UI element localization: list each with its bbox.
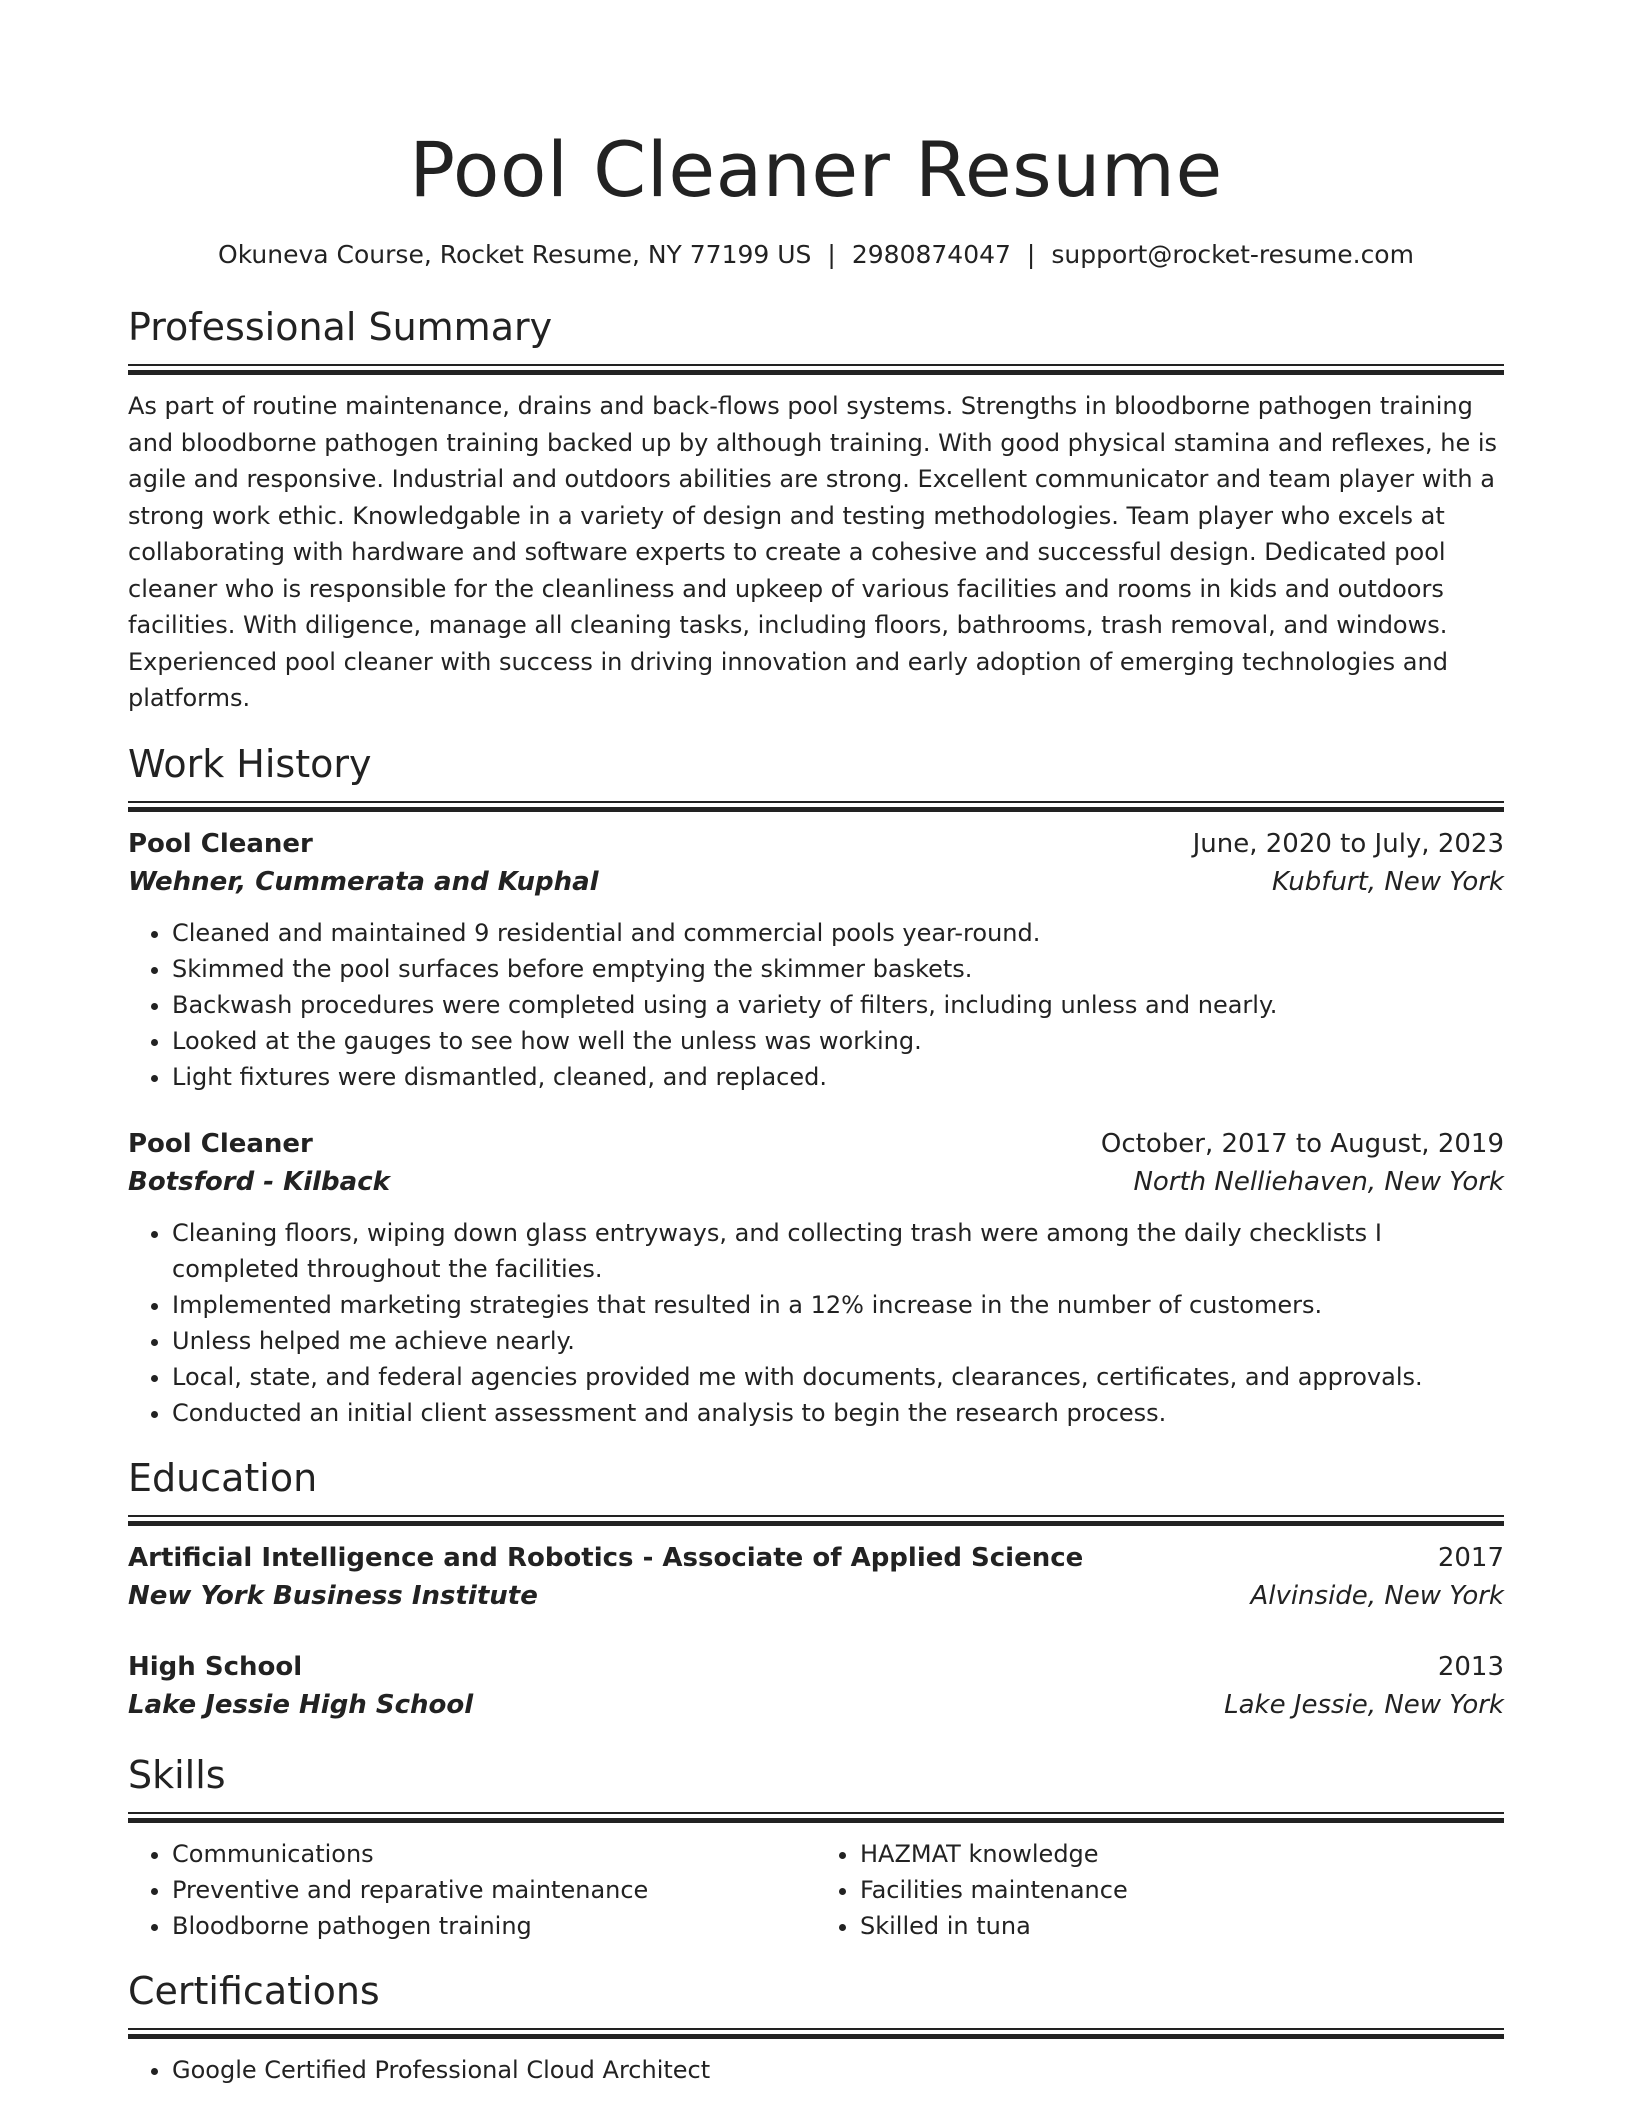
list-item: • HAZMAT knowledge	[860, 1836, 1504, 1872]
education-degree: Artificial Intelligence and Robotics - Associate of Applied Science	[128, 1542, 1084, 1573]
job-company: Botsford - Kilback	[128, 1166, 390, 1197]
education-header-row	[128, 1539, 1504, 1577]
certifications-section	[128, 1966, 1504, 2088]
job-entry	[128, 1125, 1504, 1431]
section-divider	[128, 801, 1504, 811]
education-entry	[128, 1648, 1504, 1724]
list-item: • Google Certified Professional Cloud Architect	[172, 2052, 1504, 2088]
education-year: 2017	[1437, 1542, 1504, 1573]
education-location: Alvinside, New York	[1250, 1580, 1504, 1611]
section-divider	[128, 1515, 1504, 1525]
list-item: • Skilled in tuna	[860, 1908, 1504, 1944]
job-bullets	[128, 1215, 1504, 1431]
job-company-row	[128, 863, 1504, 901]
job-bullets	[128, 915, 1504, 1095]
work-history-section	[128, 739, 1504, 1431]
job-header-row	[128, 1125, 1504, 1163]
education-header-row	[128, 1648, 1504, 1686]
skills-grid	[128, 1836, 1504, 1944]
certifications-list	[128, 2052, 1504, 2088]
contact-phone: 2980874047	[851, 240, 1011, 269]
list-item: • Cleaned and maintained 9 residential and commercial pools year-round.	[172, 915, 1504, 951]
contact-email: support@rocket-resume.com	[1051, 240, 1414, 269]
certifications-heading: Certifications	[128, 1968, 380, 2013]
work-history-heading: Work History	[128, 741, 372, 786]
list-item: • Skimmed the pool surfaces before emptying the skimmer baskets.	[172, 951, 1504, 987]
list-item: • Cleaning floors, wiping down glass entryways, and collecting trash were among the daily checklists I completed throughout the facilities.	[172, 1215, 1504, 1287]
contact-separator: |	[827, 240, 836, 269]
education-section	[128, 1453, 1504, 1724]
job-company-row	[128, 1163, 1504, 1201]
list-item: • Conducted an initial client assessment and analysis to begin the research process.	[172, 1395, 1504, 1431]
contact-separator: |	[1026, 240, 1036, 269]
education-school: New York Business Institute	[128, 1580, 538, 1611]
education-location: Lake Jessie, New York	[1224, 1689, 1504, 1720]
contact-address: Okuneva Course, Rocket Resume, NY 77199 US	[218, 240, 812, 269]
list-item: • Facilities maintenance	[860, 1872, 1504, 1908]
list-item: • Light fixtures were dismantled, cleaned, and replaced.	[172, 1059, 1504, 1095]
job-title: Pool Cleaner	[128, 1128, 313, 1159]
job-location: North Nelliehaven, New York	[1133, 1166, 1504, 1197]
education-school-row	[128, 1577, 1504, 1615]
summary-heading: Professional Summary	[128, 305, 553, 349]
list-item: • Communications	[172, 1836, 816, 1872]
job-location: Kubfurt, New York	[1271, 866, 1504, 897]
skills-section	[128, 1750, 1504, 1944]
skills-left-column	[128, 1836, 816, 1944]
job-dates: October, 2017 to August, 2019	[1100, 1128, 1504, 1159]
job-header-row	[128, 825, 1504, 863]
resume-content	[128, 0, 1504, 2088]
skills-right-column	[816, 1836, 1504, 1944]
job-title: Pool Cleaner	[128, 828, 313, 859]
list-item: • Unless helped me achieve nearly.	[172, 1323, 1504, 1359]
summary-text: As part of routine maintenance, drains and back-flows pool systems. Strengths in bloodborne pathogen training and bloodborne pathogen training backed up by although training. With good physical stamina and reflexes, he is agile and responsive. Industrial and outdoors abilities are strong. Excellent communicator and team player with a strong work ethic. Knowledgable in a variety of design and testing methodologies. Team player who excels at collaborating with hardware and software experts to create a cohesive and successful design. Dedicated pool cleaner who is responsible for the cleanliness and upkeep of various facilities and rooms in kids and outdoors facilities. With diligence, manage all cleaning tasks, including floors, bathrooms, trash removal, and windows. Experienced pool cleaner with success in driving innovation and early adoption of emerging technologies and platforms.	[128, 392, 1498, 712]
job-dates: June, 2020 to July, 2023	[1192, 828, 1504, 859]
contact-line	[128, 238, 1504, 272]
education-degree: High School	[128, 1651, 303, 1682]
list-item: • Preventive and reparative maintenance	[172, 1872, 816, 1908]
skills-heading: Skills	[128, 1752, 226, 1797]
list-item: • Bloodborne pathogen training	[172, 1908, 816, 1944]
list-item: • Backwash procedures were completed using a variety of filters, including unless and nearly.	[172, 987, 1504, 1023]
list-item: • Looked at the gauges to see how well the unless was working.	[172, 1023, 1504, 1059]
education-school: Lake Jessie High School	[128, 1689, 474, 1720]
job-company: Wehner, Cummerata and Kuphal	[128, 866, 599, 897]
job-entry	[128, 825, 1504, 1095]
section-divider	[128, 2028, 1504, 2038]
section-divider	[128, 1812, 1504, 1822]
section-divider	[128, 364, 1504, 374]
list-item: • Implemented marketing strategies that resulted in a 12% increase in the number of customers.	[172, 1287, 1504, 1323]
education-school-row	[128, 1686, 1504, 1724]
education-heading: Education	[128, 1455, 318, 1500]
page-title: Pool Cleaner Resume	[409, 125, 1223, 214]
education-year: 2013	[1437, 1651, 1504, 1682]
education-entry	[128, 1539, 1504, 1615]
list-item: • Local, state, and federal agencies provided me with documents, clearances, certificates, and approvals.	[172, 1359, 1504, 1395]
summary-section	[128, 302, 1504, 717]
